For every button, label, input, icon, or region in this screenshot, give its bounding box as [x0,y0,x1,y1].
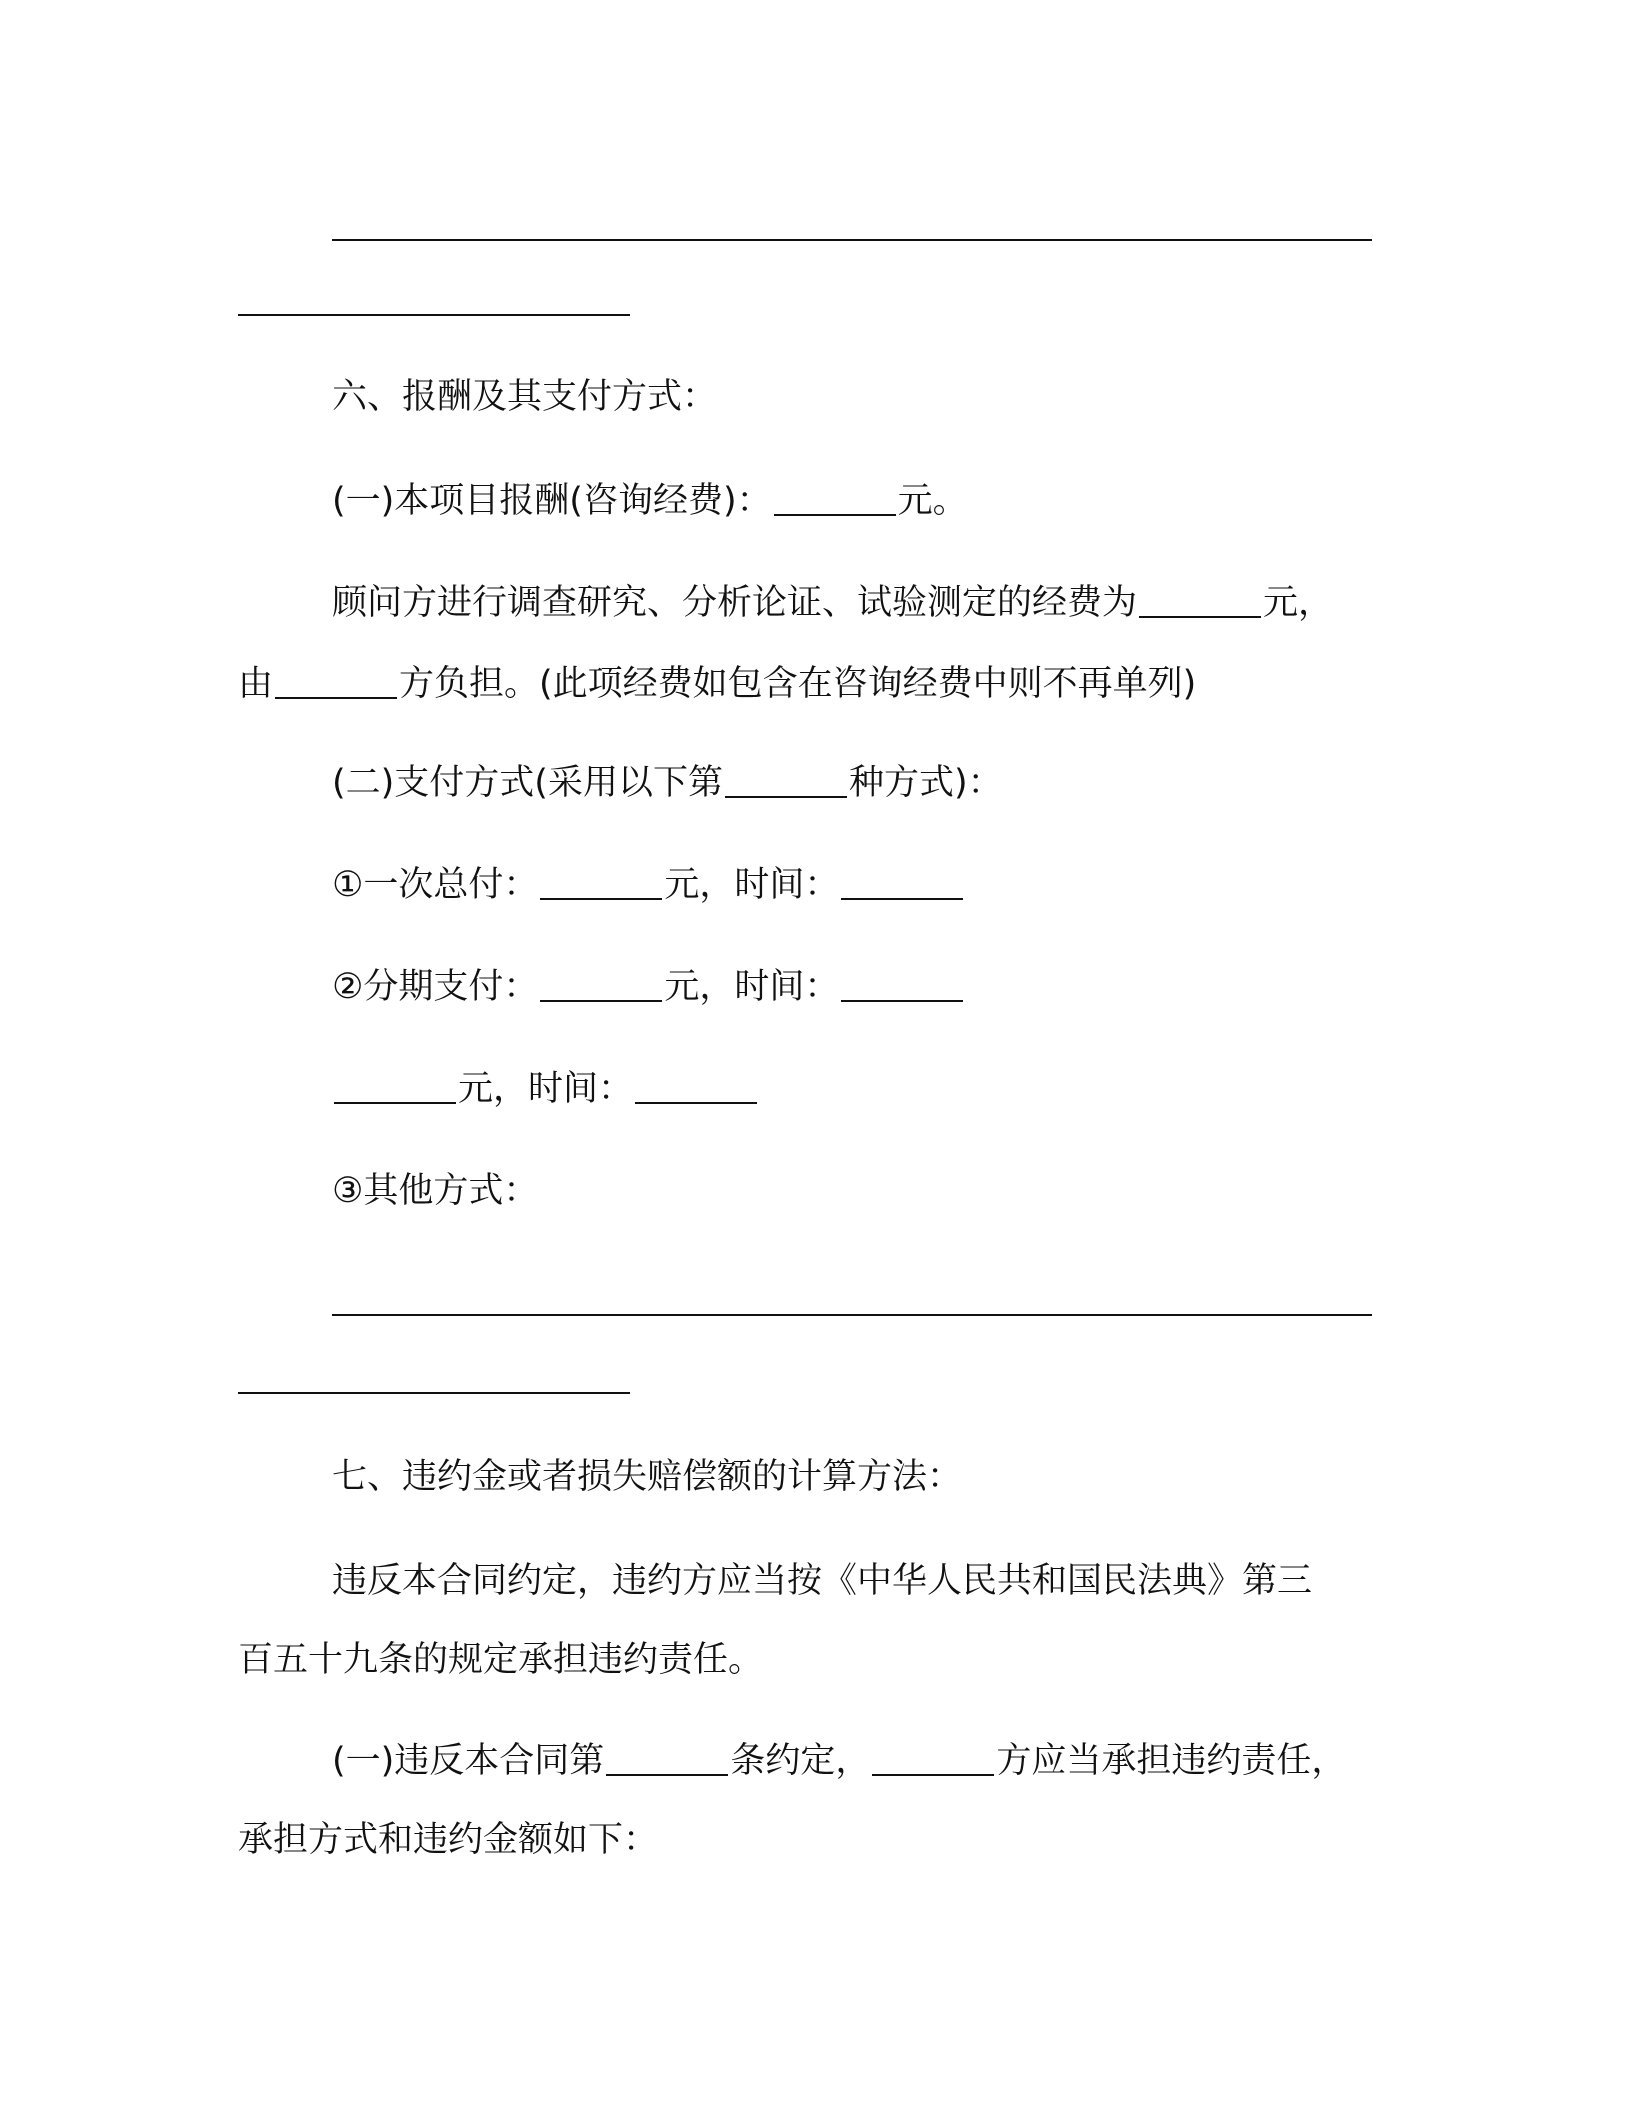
fill-line-top-1 [332,239,1372,241]
breach-para-text-1: 违反本合同约定，违约方应当按《中华人民共和国民法典》第三 [332,1561,1313,1601]
lump-sum-unit: 元，时间： [664,865,840,905]
research-fee-amount-blank [1139,586,1261,618]
remuneration-amount-blank [774,484,896,516]
breach-clause-blank [606,1744,728,1776]
lump-sum-time-blank [841,868,963,900]
payment-method-prefix: (二)支付方式(采用以下第 [332,763,723,803]
fill-line-mid-1 [332,1314,1372,1316]
fill-line-mid-2 [238,1392,630,1394]
breach-item-line-1 [332,1738,1346,1784]
installment-amount-blank [540,970,662,1002]
payment-method-suffix: 种方式)： [848,763,1003,803]
breach-item-line-2 [238,1817,658,1863]
research-fee-text-2: 元， [1263,583,1334,623]
installment-line-2 [332,1066,759,1112]
payment-method-choice-blank [725,766,847,798]
installment-label: ②分期支付： [332,967,539,1007]
installment-2-amount-blank [334,1072,456,1104]
breach-para-text-2: 百五十九条的规定承担违约责任。 [238,1640,764,1680]
research-fee-text-1: 顾问方进行调查研究、分析论证、试验测定的经费为 [332,583,1138,623]
breach-item-text-1: (一)违反本合同第 [332,1741,605,1781]
installment-unit: 元，时间： [664,967,840,1007]
installment-line [332,964,965,1010]
section-7-heading [332,1454,962,1500]
breach-party-blank [872,1744,994,1776]
fill-line-top-2 [238,314,630,316]
installment-2-time-blank [635,1072,757,1104]
breach-para-line-1 [332,1558,1312,1604]
installment-time-blank [841,970,963,1002]
remuneration-prefix: (一)本项目报酬(咨询经费)： [332,481,772,521]
research-fee-line-2 [238,661,1196,707]
research-fee-text-4: 方负担。(此项经费如包含在咨询经费中则不再单列) [399,664,1197,704]
breach-para-line-2 [238,1637,763,1683]
lump-sum-label: ①一次总付： [332,865,539,905]
research-fee-party-blank [275,667,397,699]
remuneration-suffix: 元。 [897,481,968,521]
breach-item-text-3: 方应当承担违约责任， [996,1741,1347,1781]
lump-sum-line [332,862,965,908]
remuneration-line [332,478,968,524]
other-method-label: ③其他方式： [332,1171,539,1211]
section-6-heading [332,374,717,420]
breach-item-text-2: 条约定， [730,1741,871,1781]
lump-sum-amount-blank [540,868,662,900]
payment-method-line [332,760,1003,806]
breach-item-text-4: 承担方式和违约金额如下： [238,1820,659,1860]
research-fee-text-3: 由 [238,664,274,704]
section-6-heading-text: 六、报酬及其支付方式： [332,377,718,417]
other-method-line [332,1168,538,1214]
research-fee-line-1 [332,580,1333,626]
installment-2-unit: 元，时间： [458,1069,634,1109]
section-7-heading-text: 七、违约金或者损失赔偿额的计算方法： [332,1457,963,1497]
